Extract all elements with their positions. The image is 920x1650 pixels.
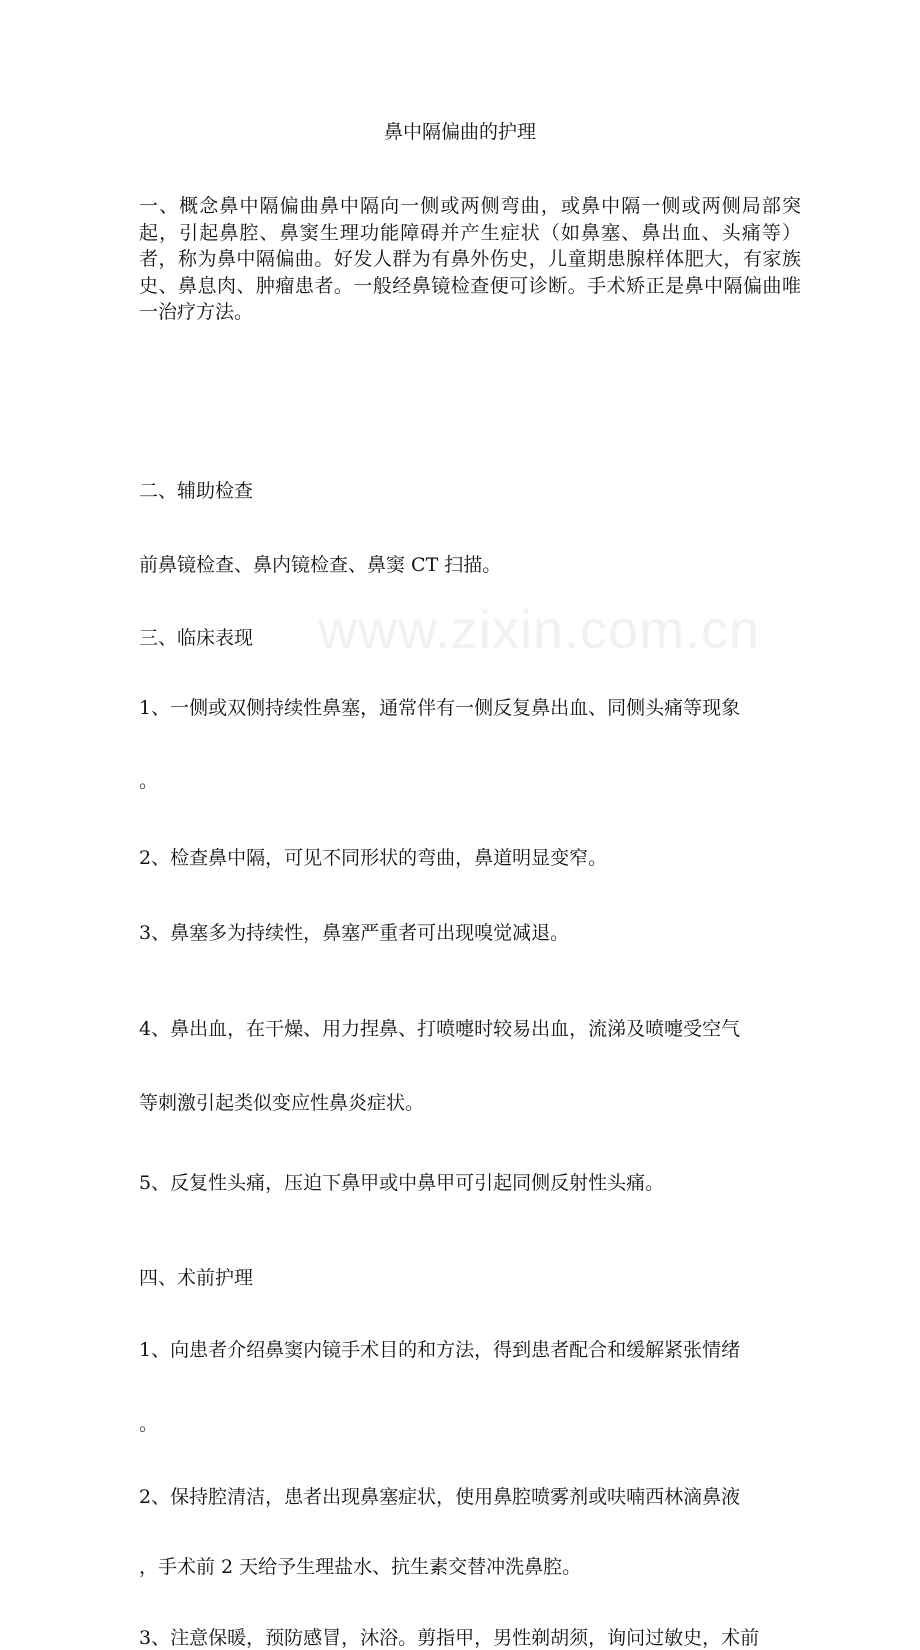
section1-concept-paragraph: 一、概念鼻中隔偏曲鼻中隔向一侧或两侧弯曲，或鼻中隔一侧或两侧局部突起，引起鼻腔、鼻窦生理功能障碍并产生症状（如鼻塞、鼻出血、头痛等）者，称为鼻中隔偏曲。好发人群为有鼻外伤史，儿童期患腺样体肥大，有家族史、鼻息肉、肿瘤患者。一般经鼻镜检查便可诊断。手术矫正是鼻中隔偏曲唯一治疗方法。 — [139, 195, 801, 323]
s3-item1-line1: 1、一侧或双侧持续性鼻塞，通常伴有一侧反复鼻出血、同侧头痛等现象 — [139, 696, 741, 719]
s3-item4-line2: 等刺激引起类似变应性鼻炎症状。 — [139, 1091, 425, 1114]
section3-heading: 三、临床表现 — [139, 626, 254, 649]
watermark: www.zixin.com.cn — [318, 600, 761, 660]
section2-text: 前鼻镜检查、鼻内镜检查、鼻窦 CT 扫描。 — [139, 553, 502, 576]
s3-item2: 2、检查鼻中隔，可见不同形状的弯曲，鼻道明显变窄。 — [139, 846, 608, 869]
s4-item2-line2: ，手术前 2 天给予生理盐水、抗生素交替冲洗鼻腔。 — [139, 1555, 582, 1578]
s4-item2-line1: 2、保持腔清洁，患者出现鼻塞症状，使用鼻腔喷雾剂或呋喃西林滴鼻液 — [139, 1485, 741, 1508]
s4-item1-line2: 。 — [139, 1412, 159, 1435]
s4-item3-line1: 3、注意保暖，预防感冒，沐浴。剪指甲，男性剃胡须，询问过敏史，术前 — [139, 1626, 760, 1649]
s3-item3: 3、鼻塞多为持续性，鼻塞严重者可出现嗅觉减退。 — [139, 921, 570, 944]
s4-item1-line1: 1、向患者介绍鼻窦内镜手术目的和方法，得到患者配合和缓解紧张情绪 — [139, 1338, 741, 1361]
document-title: 鼻中隔偏曲的护理 — [383, 121, 536, 143]
s3-item4-line1: 4、鼻出血，在干燥、用力捏鼻、打喷嚏时较易出血，流涕及喷嚏受空气 — [139, 1017, 741, 1040]
s3-item5: 5、反复性头痛，压迫下鼻甲或中鼻甲可引起同侧反射性头痛。 — [139, 1171, 665, 1194]
section2-heading: 二、辅助检查 — [139, 479, 254, 502]
s3-item1-line2: 。 — [139, 769, 159, 792]
section4-heading: 四、术前护理 — [139, 1266, 254, 1289]
